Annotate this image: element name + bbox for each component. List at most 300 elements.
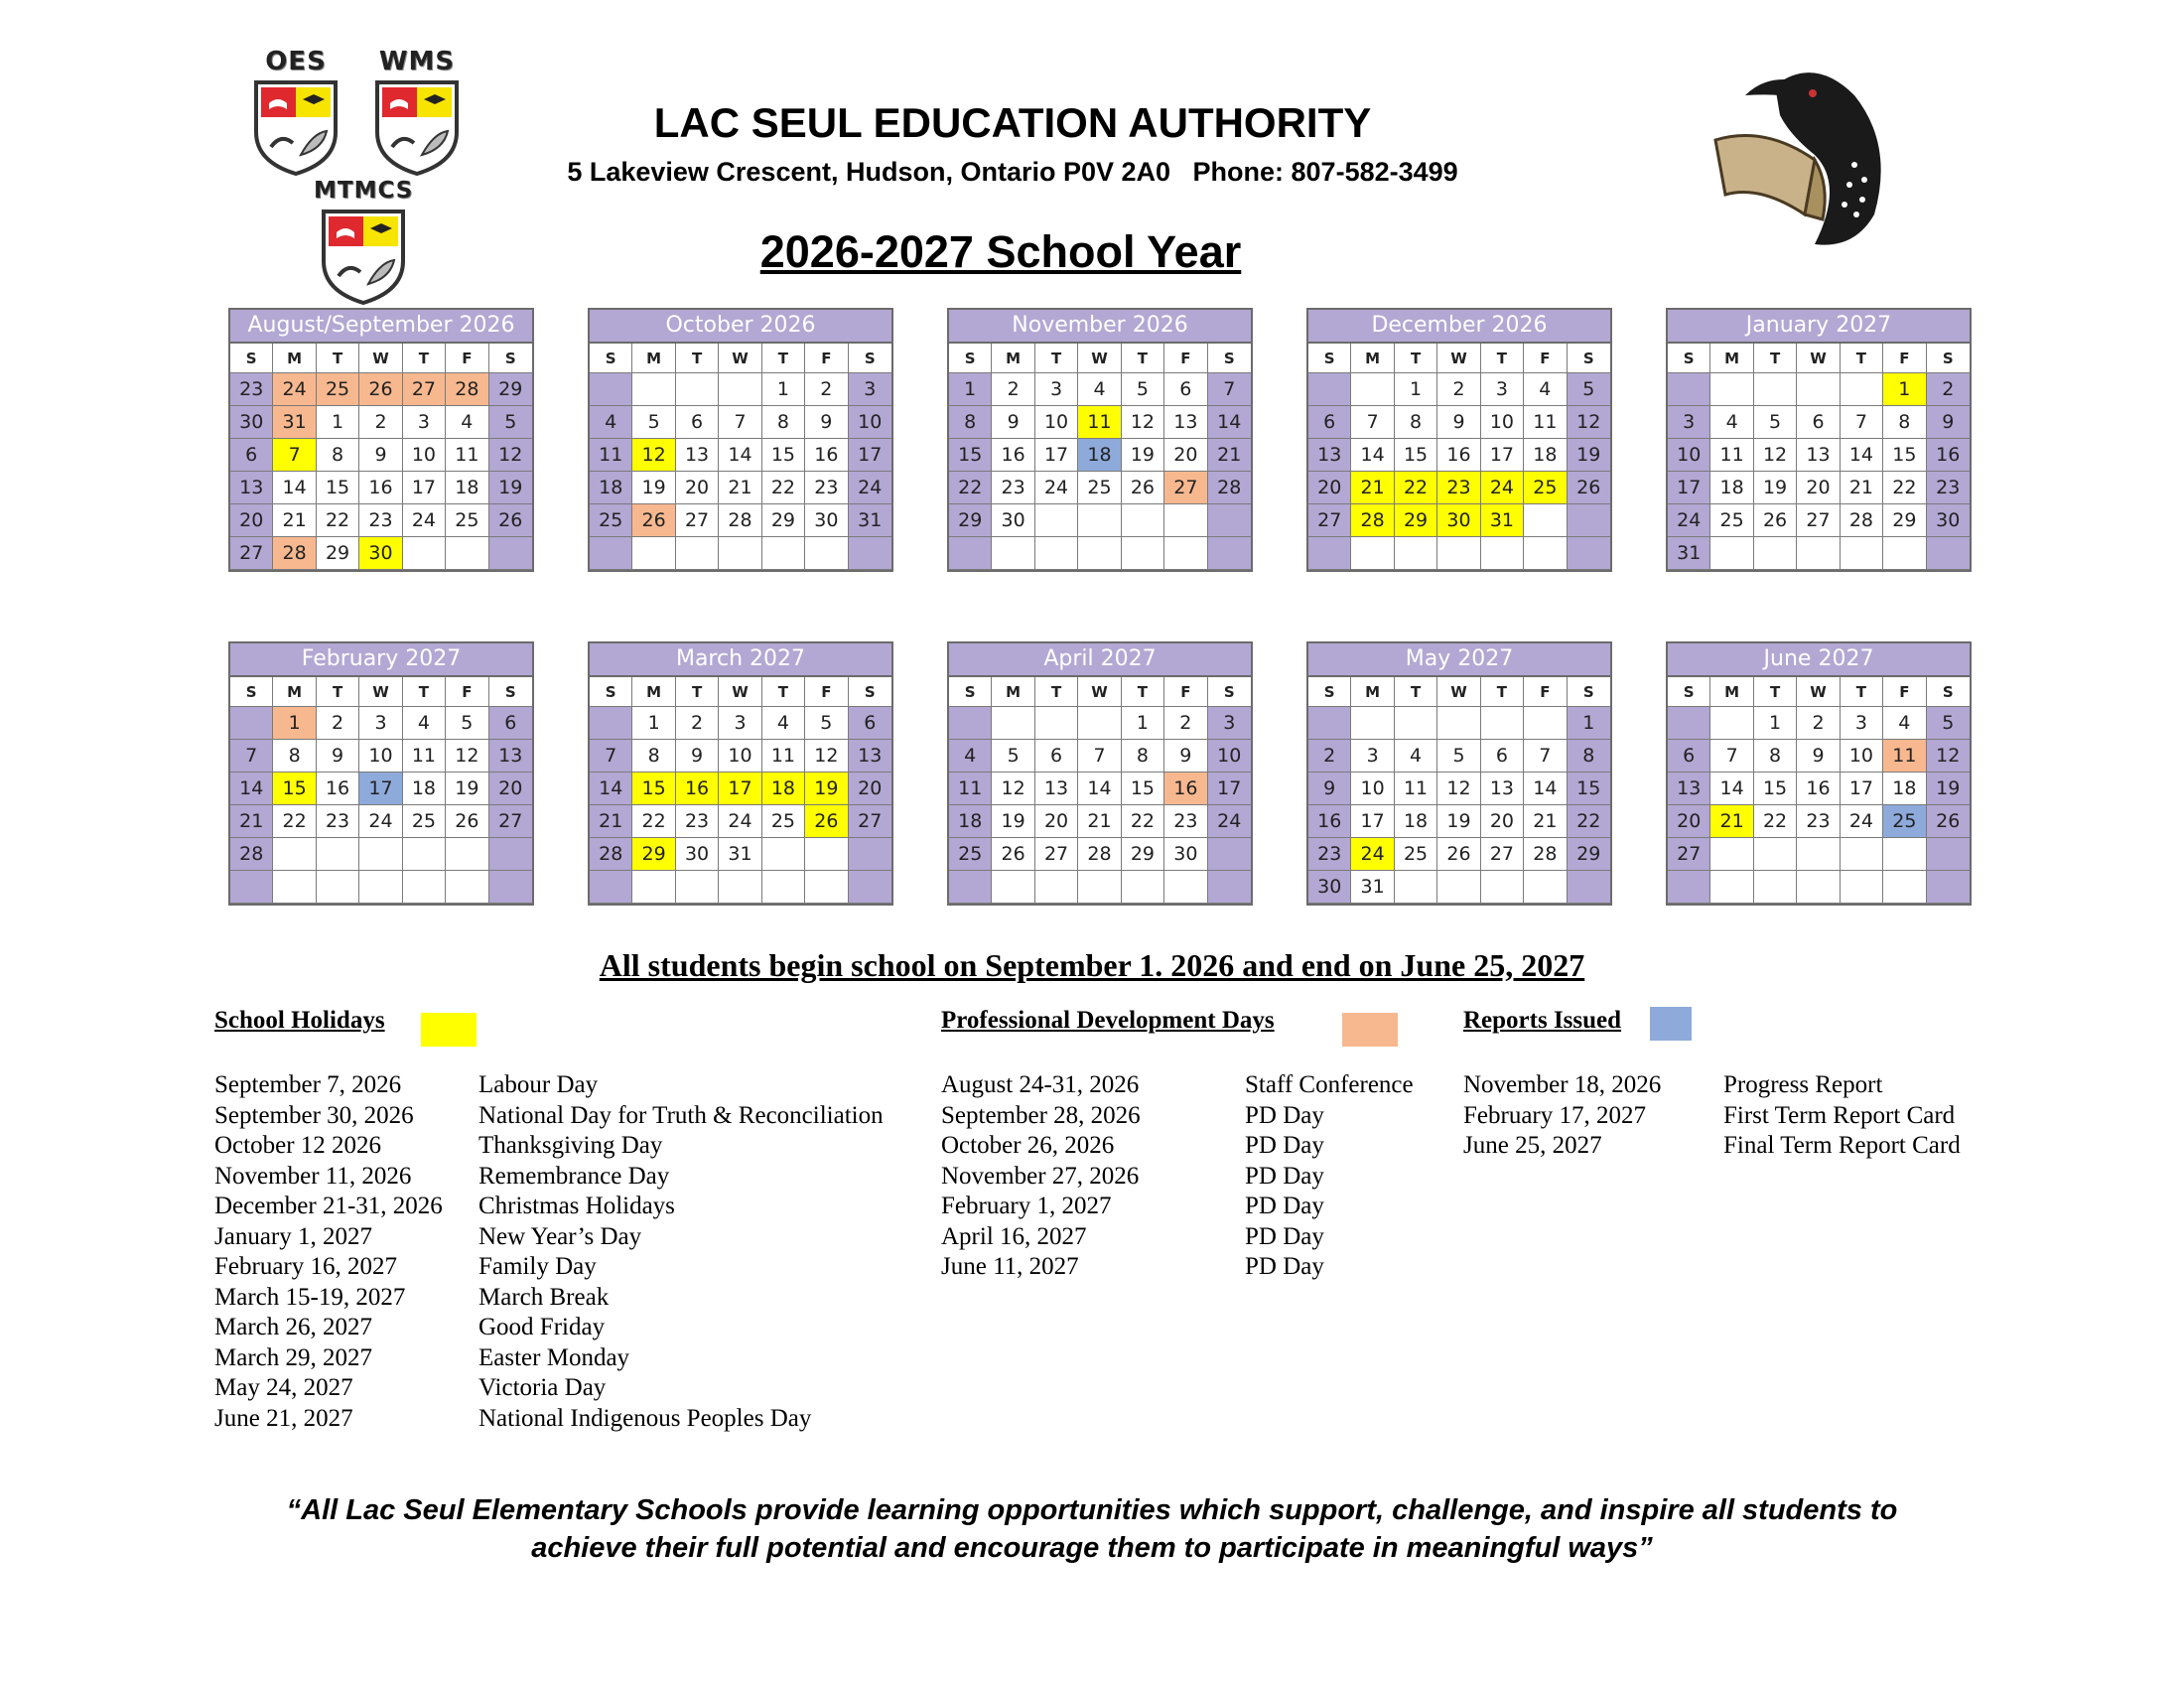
event-date: September 28, 2026 [941,1101,1141,1129]
day-cell [805,838,848,871]
event-name: Easter Monday [478,1343,630,1371]
day-cell: 14 [1078,773,1121,805]
holiday-swatch [421,1013,477,1047]
day-cell: 2 [317,707,359,740]
day-cell: 1 [1568,707,1610,740]
day-cell: 24 [1035,472,1078,504]
day-cell [1668,373,1710,406]
month-calendar [1306,308,1612,572]
day-cell: 29 [632,838,675,871]
day-cell [719,537,761,570]
day-cell: 9 [1797,740,1840,773]
day-cell: 9 [992,406,1034,439]
day-cell [1568,504,1610,537]
day-cell: 18 [949,805,992,838]
day-cell: 14 [273,472,316,504]
event-name: Labour Day [478,1071,599,1098]
day-cell [762,537,805,570]
day-cell [1351,537,1394,570]
day-cell: 4 [446,406,488,439]
day-cell: 10 [1481,406,1524,439]
day-cell: 6 [1797,406,1840,439]
day-cell: 25 [1395,838,1437,871]
weekday-header: T [1122,344,1164,373]
day-cell: 7 [1208,373,1251,406]
weekday-header: T [1841,344,1883,373]
weekday-header: S [949,677,992,707]
event-name: Good Friday [478,1314,606,1340]
day-cell: 11 [1395,773,1437,805]
day-cell [1395,537,1437,570]
event-name: New Year’s Day [478,1222,642,1250]
day-cell [719,871,761,904]
day-cell: 13 [489,740,532,773]
day-cell: 18 [1710,472,1753,504]
day-cell: 3 [719,707,761,740]
event-name: Victoria Day [478,1374,607,1401]
pd-legend-title: Professional Development Days [941,1007,1275,1034]
day-cell: 22 [317,504,359,537]
day-cell [1797,871,1840,904]
day-cell: 5 [632,406,675,439]
weekday-header: S [230,344,273,373]
weekday-header: S [849,344,891,373]
day-cell: 10 [1668,439,1710,472]
weekday-header: W [359,677,402,707]
day-cell: 21 [590,805,632,838]
day-cell: 22 [632,805,675,838]
day-cell: 15 [1122,773,1164,805]
day-cell [1164,537,1207,570]
day-cell: 3 [1208,707,1251,740]
day-cell: 13 [849,740,891,773]
day-cell: 21 [719,472,761,504]
event-date: April 16, 2027 [941,1222,1087,1250]
day-cell: 20 [849,773,891,805]
day-cell: 27 [1035,838,1078,871]
event-name: Staff Conference [1245,1071,1414,1098]
day-cell: 8 [949,406,992,439]
day-cell: 7 [1841,406,1883,439]
day-cell: 17 [1481,439,1524,472]
day-cell: 23 [676,805,719,838]
month-grid [230,677,532,904]
day-cell: 8 [1754,740,1797,773]
weekday-header: S [949,344,992,373]
day-cell [1927,871,1970,904]
day-cell: 19 [446,773,488,805]
day-cell [1668,871,1710,904]
day-cell [1208,838,1251,871]
day-cell [1164,871,1207,904]
event-date: March 29, 2027 [214,1343,372,1371]
day-cell: 26 [359,373,402,406]
day-cell: 1 [949,373,992,406]
day-cell [632,373,675,406]
day-cell: 29 [1122,838,1164,871]
weekday-header: T [1481,344,1524,373]
month-title: June 2027 [1668,643,1970,677]
day-cell: 24 [1668,504,1710,537]
day-cell: 15 [273,773,316,805]
day-cell [446,871,488,904]
day-cell [676,871,719,904]
day-cell: 5 [446,707,488,740]
day-cell: 17 [1841,773,1883,805]
day-cell: 25 [949,838,992,871]
weekday-header: S [1208,677,1251,707]
day-cell: 17 [1351,805,1394,838]
day-cell [230,871,273,904]
day-cell: 6 [676,406,719,439]
month-title: November 2026 [949,310,1251,344]
weekday-header: M [1351,677,1394,707]
day-cell [590,537,632,570]
day-cell: 17 [403,472,446,504]
day-cell: 12 [1122,406,1164,439]
month-title: October 2026 [590,310,891,344]
day-cell: 12 [632,439,675,472]
day-cell: 7 [1351,406,1394,439]
day-cell [949,707,992,740]
day-cell [719,373,761,406]
day-cell [359,871,402,904]
day-cell: 13 [1308,439,1351,472]
weekday-header: T [317,677,359,707]
day-cell: 11 [1524,406,1567,439]
weekday-header: T [1395,344,1437,373]
day-cell: 22 [1883,472,1926,504]
day-cell [1841,871,1883,904]
day-cell: 21 [1351,472,1394,504]
day-cell: 26 [805,805,848,838]
pd-swatch [1342,1013,1398,1047]
day-cell: 5 [805,707,848,740]
day-cell: 16 [1164,773,1207,805]
day-cell: 15 [762,439,805,472]
day-cell: 3 [1841,707,1883,740]
day-cell [590,373,632,406]
day-cell [1883,838,1926,871]
weekday-header: F [1164,677,1207,707]
weekday-header: M [1351,344,1394,373]
month-grid [590,677,891,904]
weekday-header: S [849,677,891,707]
day-cell: 11 [762,740,805,773]
month-calendar [947,308,1253,572]
day-cell [1481,537,1524,570]
day-cell: 19 [1927,773,1970,805]
mission-statement [0,1491,2184,1567]
day-cell: 20 [1035,805,1078,838]
day-cell: 12 [1437,773,1480,805]
day-cell: 12 [489,439,532,472]
day-cell: 18 [590,472,632,504]
weekday-header: W [359,344,402,373]
event-name: Family Day [478,1253,597,1280]
day-cell: 26 [1122,472,1164,504]
day-cell: 10 [1841,740,1883,773]
day-cell: 8 [1883,406,1926,439]
day-cell [992,537,1034,570]
event-name: Final Term Report Card [1723,1132,1961,1159]
month-calendar [228,641,534,906]
day-cell: 9 [1164,740,1207,773]
day-cell: 17 [1208,773,1251,805]
day-cell: 2 [1437,373,1480,406]
day-cell [1524,504,1567,537]
day-cell: 5 [992,740,1034,773]
day-cell: 4 [1078,373,1121,406]
day-cell [403,537,446,570]
month-grid [590,344,891,570]
day-cell [590,707,632,740]
day-cell: 14 [1710,773,1753,805]
weekday-header: T [676,344,719,373]
day-cell: 1 [1754,707,1797,740]
day-cell: 29 [489,373,532,406]
event-name: First Term Report Card [1723,1101,1956,1129]
day-cell: 23 [1164,805,1207,838]
day-cell: 20 [676,472,719,504]
day-cell [949,537,992,570]
day-cell: 17 [1668,472,1710,504]
weekday-header: S [1568,344,1610,373]
event-name: March Break [478,1283,610,1311]
day-cell: 27 [1797,504,1840,537]
day-cell [676,537,719,570]
day-cell: 30 [359,537,402,570]
day-cell: 16 [317,773,359,805]
day-cell: 21 [1524,805,1567,838]
day-cell: 3 [1668,406,1710,439]
crest-abbr: OES [265,47,327,76]
day-cell: 26 [992,838,1034,871]
event-name: Progress Report [1723,1071,1883,1098]
day-cell: 11 [949,773,992,805]
day-cell [1710,537,1753,570]
day-cell [1797,838,1840,871]
day-cell [1035,537,1078,570]
month-title: February 2027 [230,643,532,677]
event-name: National Day for Truth & Reconciliation [478,1101,884,1129]
event-date: August 24-31, 2026 [941,1071,1140,1098]
day-cell: 30 [676,838,719,871]
day-cell [1927,838,1970,871]
weekday-header: W [1797,677,1840,707]
month-title: April 2027 [949,643,1251,677]
day-cell: 25 [403,805,446,838]
day-cell: 17 [1035,439,1078,472]
day-cell: 29 [762,504,805,537]
day-cell: 5 [1927,707,1970,740]
day-cell: 24 [1841,805,1883,838]
day-cell: 8 [1122,740,1164,773]
day-cell [1351,707,1394,740]
day-cell [849,871,891,904]
school-dates-notice: All students begin school on September 1. 2026 and end on June 25, 2027 [599,947,1585,983]
day-cell: 23 [1437,472,1480,504]
day-cell: 18 [1395,805,1437,838]
day-cell [849,537,891,570]
day-cell [762,871,805,904]
day-cell [1122,537,1164,570]
day-cell: 28 [273,537,316,570]
event-date: September 7, 2026 [214,1071,402,1098]
day-cell: 8 [273,740,316,773]
day-cell [1524,537,1567,570]
day-cell: 19 [1437,805,1480,838]
day-cell: 20 [230,504,273,537]
day-cell [1035,871,1078,904]
day-cell: 11 [1078,406,1121,439]
day-cell: 29 [1568,838,1610,871]
day-cell [273,838,316,871]
month-calendar [947,641,1253,906]
day-cell [992,707,1034,740]
day-cell: 11 [1883,740,1926,773]
weekday-header: W [1797,344,1840,373]
event-name: PD Day [1245,1132,1324,1159]
event-name: PD Day [1245,1193,1324,1219]
event-date: February 1, 2027 [941,1193,1112,1219]
month-calendar [588,308,893,572]
event-date: June 21, 2027 [214,1404,353,1432]
day-cell: 27 [1481,838,1524,871]
weekday-header: F [1524,344,1567,373]
day-cell: 1 [1883,373,1926,406]
day-cell: 6 [1481,740,1524,773]
day-cell: 31 [1668,537,1710,570]
day-cell [1078,504,1121,537]
day-cell: 5 [489,406,532,439]
day-cell: 4 [1710,406,1753,439]
event-date: May 24, 2027 [214,1374,353,1401]
day-cell: 21 [1208,439,1251,472]
weekday-header: T [403,344,446,373]
day-cell [1078,871,1121,904]
month-calendar [1666,641,1972,906]
day-cell [1797,373,1840,406]
day-cell: 24 [273,373,316,406]
day-cell [1164,504,1207,537]
day-cell: 31 [273,406,316,439]
day-cell: 24 [1208,805,1251,838]
day-cell: 3 [359,707,402,740]
day-cell: 22 [1754,805,1797,838]
day-cell: 18 [403,773,446,805]
day-cell: 2 [992,373,1034,406]
day-cell: 5 [1122,373,1164,406]
day-cell: 13 [1481,773,1524,805]
day-cell: 30 [1164,838,1207,871]
weekday-header: S [1927,677,1970,707]
day-cell: 23 [805,472,848,504]
day-cell: 19 [1754,472,1797,504]
day-cell: 26 [446,805,488,838]
event-name: PD Day [1245,1222,1324,1250]
day-cell [1308,373,1351,406]
day-cell: 11 [590,439,632,472]
day-cell: 8 [632,740,675,773]
weekday-header: T [1035,677,1078,707]
day-cell [1710,871,1753,904]
day-cell: 2 [1164,707,1207,740]
weekday-header: W [1078,677,1121,707]
weekday-header: S [590,344,632,373]
reports-legend-title: Reports Issued [1463,1007,1622,1034]
day-cell: 15 [1395,439,1437,472]
day-cell: 18 [762,773,805,805]
day-cell: 1 [1122,707,1164,740]
day-cell [1481,707,1524,740]
day-cell: 17 [849,439,891,472]
day-cell: 31 [719,838,761,871]
day-cell: 28 [1841,504,1883,537]
day-cell: 13 [1035,773,1078,805]
day-cell: 17 [719,773,761,805]
day-cell: 24 [849,472,891,504]
mission-text: “All Lac Seul Elementary Schools provide learning opportunities which support, challenge, and inspire all students to achieve their full potential and encourage them to participate in meaningful ways” [286,1494,1898,1564]
day-cell: 26 [1754,504,1797,537]
day-cell [1395,871,1437,904]
day-cell [1395,707,1437,740]
weekday-header: M [632,677,675,707]
day-cell: 30 [1927,504,1970,537]
day-cell: 15 [1883,439,1926,472]
day-cell [1797,537,1840,570]
day-cell: 20 [1797,472,1840,504]
day-cell: 12 [446,740,488,773]
day-cell: 10 [403,439,446,472]
day-cell [1754,838,1797,871]
weekday-header: F [1524,677,1567,707]
crest-abbr: WMS [378,47,456,76]
day-cell: 1 [273,707,316,740]
day-cell: 1 [317,406,359,439]
day-cell: 9 [1308,773,1351,805]
month-title: August/September 2026 [230,310,532,344]
weekday-header: T [676,677,719,707]
day-cell [1308,707,1351,740]
day-cell: 8 [1395,406,1437,439]
day-cell [230,707,273,740]
day-cell [317,838,359,871]
reports-swatch [1650,1007,1692,1041]
day-cell: 14 [1351,439,1394,472]
month-grid [949,677,1251,904]
day-cell: 11 [446,439,488,472]
day-cell [1035,504,1078,537]
weekday-header: M [992,344,1034,373]
weekday-header: W [719,344,761,373]
day-cell: 16 [1437,439,1480,472]
day-cell: 2 [805,373,848,406]
day-cell: 13 [1797,439,1840,472]
day-cell: 28 [1524,838,1567,871]
day-cell [1524,871,1567,904]
month-grid [1668,344,1970,570]
day-cell: 9 [359,439,402,472]
day-cell: 23 [1797,805,1840,838]
day-cell [805,871,848,904]
day-cell: 9 [805,406,848,439]
day-cell: 11 [403,740,446,773]
weekday-header: M [1710,344,1753,373]
day-cell: 27 [1668,838,1710,871]
weekday-header: W [1437,344,1480,373]
crest-abbr: MTMCS [314,178,414,204]
